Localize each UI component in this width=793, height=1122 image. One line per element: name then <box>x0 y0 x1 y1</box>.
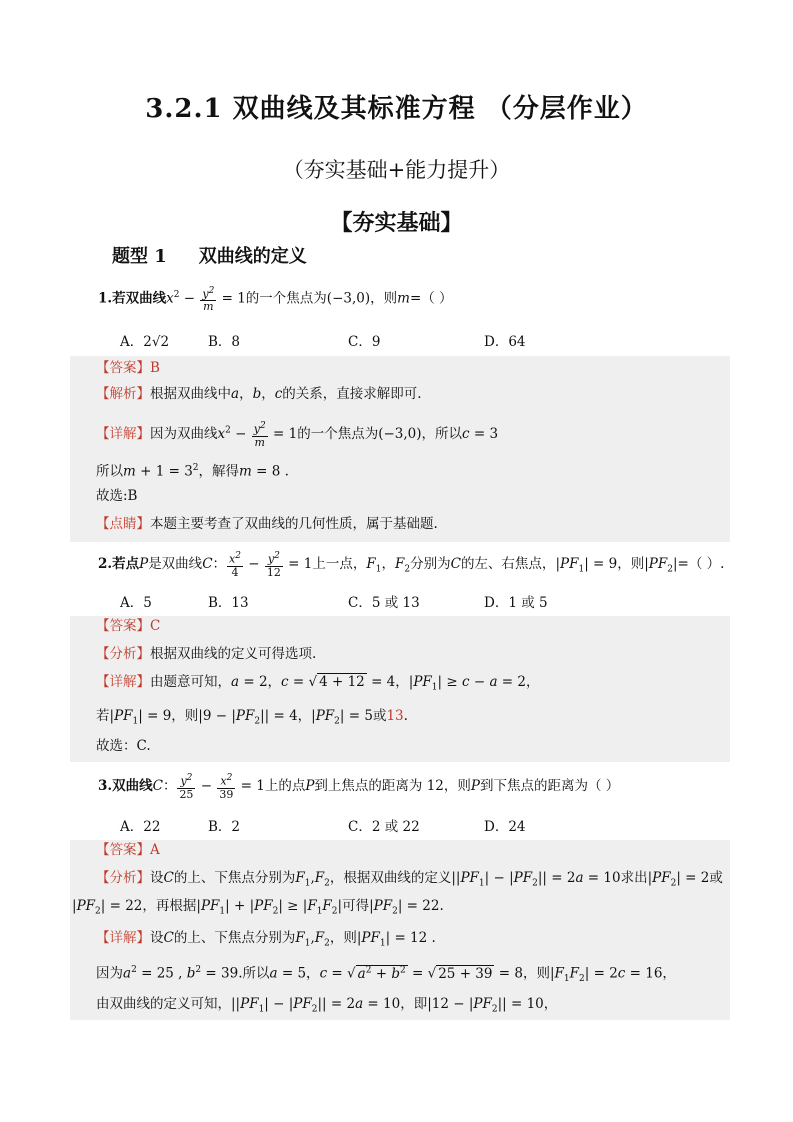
q3-analysis-line: 【分析】设C的上、下焦点分别为$F_1,F_2$，根据双曲线的定义$||PF_1| - |PF_2|| = 2a = 10$求出$|PF_2| = 2$或 <box>96 870 723 889</box>
question-3-stem: 3.双曲线C： $\frac{y^2}{25}$ − $\frac{x^2}{39}$ = 1上的点P到上焦点的距离为 12，则P到下焦点的距离为（ ） <box>98 773 620 801</box>
q2-option-d[interactable]: D．1 或 5 <box>484 595 548 611</box>
type-label: 题型 1 <box>112 246 167 267</box>
q3-detail-line-3: 由双曲线的定义可知，$||PF_1| - |PF_2|| = 2a = 10$，即$|12 - |PF_2|| = 10$， <box>96 996 558 1015</box>
q1-detail-line-2: 所以$m + 1 = 3^2$，解得m = 8 . <box>96 463 289 480</box>
q3-option-d[interactable]: D．24 <box>484 819 526 835</box>
q2-option-c[interactable]: C．5 或 13 <box>348 595 420 611</box>
q1-option-b[interactable]: B．8 <box>208 334 241 350</box>
type-name: 双曲线的定义 <box>198 246 307 267</box>
q2-choose-line: 故选：C. <box>96 738 151 754</box>
q2-detail-line-2: 若$|PF_1| = 9$，则$|9 - |PF_2|| = 4$，$|PF_2| = 5$或13. <box>96 708 408 727</box>
page-subtitle: （夯实基础+能力提升） <box>282 158 511 182</box>
q3-option-a[interactable]: A．22 <box>120 819 161 835</box>
question-2-stem: 2.若点P是双曲线C： $\frac{x^2}{4}$ − $\frac{y^2}{12}$ = 1上一点，$F_1$，$F_2$分别为C的左、右焦点，$|PF_1| = 9$，则$|PF_2|=$（ ）. <box>98 551 725 579</box>
q1-stem-b: 的一个焦点为 <box>245 290 327 307</box>
q1-comment-line: 【点睛】本题主要考查了双曲线的几何性质，属于基础题. <box>96 516 438 532</box>
q1-answer-line: 【答案】B <box>96 360 160 376</box>
question-1-stem: 1.若双曲线$x^2$ − $\frac{y^2}{m}$ = 1的一个焦点为(−3,0)，则m=（ ） <box>98 285 453 314</box>
q1-focus: (−3,0) <box>326 290 371 307</box>
q2-answer-line: 【答案】C <box>96 618 161 634</box>
q3-detail-line: 【详解】设C的上、下焦点分别为$F_1,F_2$，则$|PF_1| = 12$ . <box>96 930 436 949</box>
q2-detail-line: 【详解】由题意可知，a = 2，c = √ 4 + 12 = 4，$|PF_1| \ge c - a = 2$， <box>96 674 540 693</box>
q1-option-c[interactable]: C．9 <box>348 334 381 350</box>
q1-stem-c: ，则 <box>370 290 398 307</box>
q1-solution-box <box>70 356 730 542</box>
q1-answer: B <box>150 360 160 376</box>
q3-answer-line: 【答案】A <box>96 842 160 858</box>
q1-stem-a: 1.若双曲线 <box>98 290 167 307</box>
q1-option-d[interactable]: D．64 <box>484 334 526 350</box>
q2-analysis-line: 【分析】根据双曲线的定义可得选项. <box>96 646 317 662</box>
q1-choose-line: 故选:B <box>96 488 138 504</box>
q2-option-a[interactable]: A．5 <box>120 595 152 611</box>
q3-detail-line-2: 因为$a^2 = 25$ , $b^2 = 39$.所以a = 5，c = √ $a^2 + b^2$ = √ 25 + 39 = 8，则$|F_1F_2| = 2c = 16$， <box>96 965 676 985</box>
q3-answer: A <box>150 842 160 858</box>
q1-detail-line: 【详解】因为双曲线$x^2$ − $\frac{y^2}{m}$ = 1的一个焦点为(−3,0)，所以c = 3 <box>96 421 499 449</box>
q3-option-c[interactable]: C．2 或 22 <box>348 819 420 835</box>
section-heading: 【夯实基础】 <box>330 210 463 236</box>
q2-solution-box <box>70 616 730 762</box>
q1-stem-d: =（ ） <box>409 290 453 307</box>
q3-analysis-line-2: $|PF_2| = 22$，再根据$|PF_1| + |PF_2| \ge |F_1F_2|$可得$|PF_2| = 22$. <box>72 898 444 917</box>
q3-option-b[interactable]: B．2 <box>208 819 241 835</box>
type-heading <box>112 242 339 268</box>
q2-option-b[interactable]: B．13 <box>208 595 249 611</box>
q2-answer: C <box>150 618 161 634</box>
q3-solution-box <box>70 840 730 1020</box>
q1-analysis-line: 【解析】根据双曲线中a，b，c的关系，直接求解即可. <box>96 386 422 402</box>
page-title: 3.2.1 双曲线及其标准方程 （分层作业） <box>145 94 648 124</box>
q1-option-a[interactable]: A．2√2 <box>120 334 170 350</box>
